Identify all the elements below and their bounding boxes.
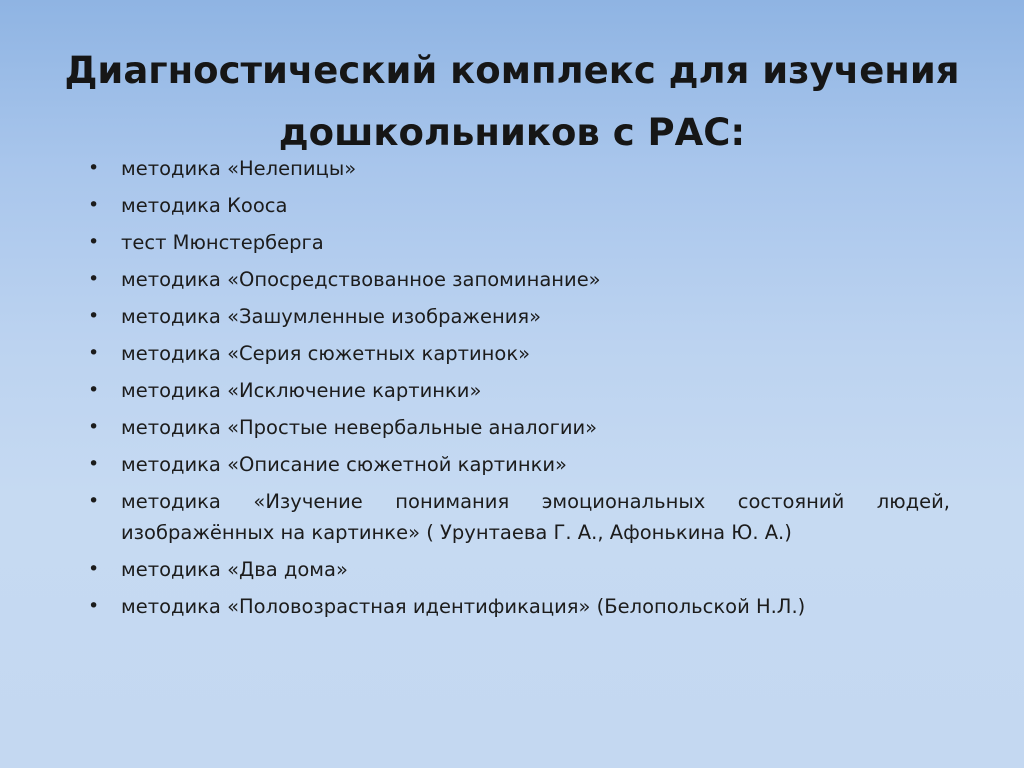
list-item	[88, 375, 950, 406]
list-item	[88, 338, 950, 369]
list-item	[88, 412, 950, 443]
list-item-text: методика «Опосредствованное запоминание»	[121, 268, 601, 291]
list-item-text: методика «Исключение картинки»	[121, 379, 482, 402]
slide-title-line-2: дошкольников с РАС:	[278, 111, 746, 154]
bullet-icon: •	[88, 342, 100, 364]
methods-list	[88, 153, 950, 628]
slide-title	[60, 40, 964, 164]
list-item	[88, 591, 950, 622]
bullet-icon: •	[88, 379, 100, 401]
list-item-text: методика «Простые невербальные аналогии»	[121, 416, 598, 439]
list-item-text: методика «Изучение понимания эмоциональных состояний людей, изображённых на картинке» ( Урунтаева Г. А., Афонькина Ю. А.)	[121, 490, 950, 544]
list-item	[88, 227, 950, 258]
bullet-icon: •	[88, 305, 100, 327]
slide-title-line-1: Диагностический комплекс для изучения	[64, 49, 960, 92]
list-item	[88, 301, 950, 332]
list-item	[88, 486, 950, 548]
list-item-text: методика Кооса	[121, 194, 288, 217]
list-item-text: тест Мюнстерберга	[121, 231, 324, 254]
bullet-icon: •	[88, 231, 100, 253]
list-item-text: методика «Половозрастная идентификация» (Белопольской Н.Л.)	[121, 595, 806, 618]
list-item-text: методика «Описание сюжетной картинки»	[121, 453, 567, 476]
bullet-icon: •	[88, 416, 100, 438]
list-item-text: методика «Нелепицы»	[121, 157, 357, 180]
bullet-icon: •	[88, 157, 100, 179]
list-item	[88, 190, 950, 221]
bullet-icon: •	[88, 194, 100, 216]
list-item-text: методика «Серия сюжетных картинок»	[121, 342, 531, 365]
list-item-text: методика «Два дома»	[121, 558, 348, 581]
list-item	[88, 554, 950, 585]
bullet-icon: •	[88, 558, 100, 580]
list-item	[88, 264, 950, 295]
bullet-icon: •	[88, 453, 100, 475]
bullet-icon: •	[88, 490, 100, 512]
bullet-icon: •	[88, 595, 100, 617]
list-item	[88, 153, 950, 184]
list-item	[88, 449, 950, 480]
bullet-icon: •	[88, 268, 100, 290]
list-item-text: методика «Зашумленные изображения»	[121, 305, 542, 328]
